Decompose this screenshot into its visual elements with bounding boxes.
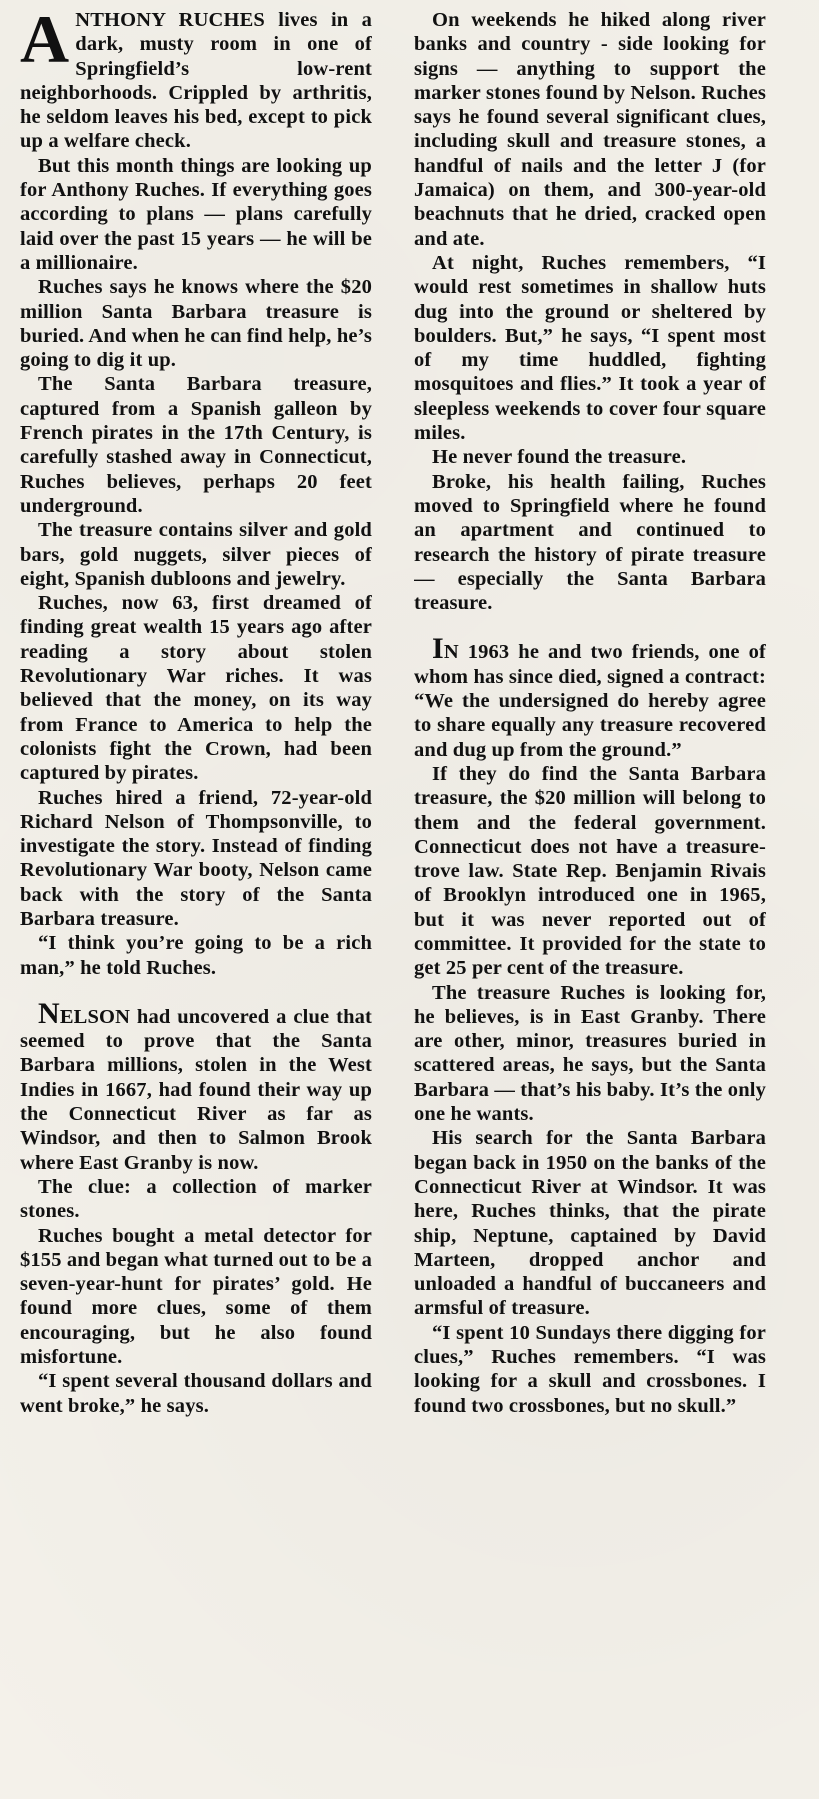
article-column-left — [20, 8, 372, 1799]
article-column-right — [414, 8, 766, 1799]
paragraph-text: had uncovered a clue that seemed to prove that the Santa Barbara millions, stolen in the West Indies in 1667, had found their way up the Connecticut River as far as Windsor, and then to Salmon Brook where East Granby is now. — [20, 1005, 372, 1174]
section-lead-in: N — [443, 641, 459, 664]
lead-in-name: NTHONY RUCHES — [75, 9, 265, 31]
article-paragraph: The clue: a collection of marker stones. — [20, 1175, 372, 1223]
article-paragraph: Broke, his health failing, Ruches moved to Springfield where he found an apartment and continued to research the history of pirate treasure — especially the Santa Barbara treasure. — [414, 470, 766, 615]
article-paragraph: On weekends he hiked along river banks and country - side looking for signs — anything to support the marker stones found by Nelson. Ruches says he found several significant clues, including skull and treasure stones, a handful of nails and the letter J (for Jamaica) on them, and 300-year-old beachnuts that he dried, cracked open and ate. — [414, 9, 766, 250]
article-paragraph: If they do find the Santa Barbara treasure, the $20 million will belong to them and the federal government. Connecticut does not have a treasure-trove law. State Rep. Benjamin Rivais of Brooklyn introduced one in 1965, but it was never reported out of committee. It provided for the state to get 25 per cent of the treasure. — [414, 762, 766, 980]
article-paragraph: Ruches hired a friend, 72-year-old Richard Nelson of Thompsonville, to investigate the story. Instead of finding Revolutionary War booty, Nelson came back with the story of the Santa Barbara treasure. — [20, 786, 372, 930]
article-paragraph: His search for the Santa Barbara began back in 1950 on the banks of the Connecticut River at Windsor. It was here, Ruches thinks, that the pirate ship, Neptune, captained by David Marteen, dropped anchor and unloaded a handful of buccaneers and armsful of treasure. — [414, 1127, 766, 1320]
article-paragraph: The treasure Ruches is looking for, he believes, is in East Granby. There are other, minor, treasures buried in scattered areas, he says, but the Santa Barbara — that’s his baby. It’s the only one he wants. — [414, 981, 766, 1126]
section-lead-in: ELSON — [59, 1005, 131, 1028]
article-paragraph-section-start — [414, 632, 766, 761]
section-initial: N — [38, 996, 60, 1030]
article-paragraph: “I think you’re going to be a rich man,” he told Ruches. — [20, 932, 372, 979]
article-paragraph: Ruches, now 63, first dreamed of finding great wealth 15 years ago after reading a story about stolen Revolutionary War riches. It was believed that the money, on its way from France to America to help the colonists fight the Crown, had been captured by pirates. — [20, 592, 372, 785]
article-paragraph: “I spent 10 Sundays there digging for clues,” Ruches remembers. “I was looking for a skull and crossbones. I found two crossbones, but no skull.” — [414, 1321, 766, 1417]
drop-cap: A — [20, 8, 70, 77]
section-initial: I — [432, 632, 444, 666]
article-paragraph: The treasure contains silver and gold bars, gold nuggets, silver pieces of eight, Spanish dubloons and jewelry. — [20, 519, 372, 590]
paragraph-text: 1963 he and two friends, one of whom has since died, signed a contract: “We the undersigned do hereby agree to share equally any treasure recovered and dug up from the ground.” — [414, 641, 766, 761]
article-paragraph-section-start — [20, 996, 372, 1175]
article-paragraph: “I spent several thousand dollars and went broke,” he says. — [20, 1370, 372, 1417]
article-paragraph: But this month things are looking up for Anthony Ruches. If everything goes according to plans — plans carefully laid over the past 15 years — he will be a millionaire. — [20, 154, 372, 274]
article-paragraph: Ruches says he knows where the $20 million Santa Barbara treasure is buried. And when he can find help, he’s going to dig it up. — [20, 276, 372, 372]
article-paragraph: The Santa Barbara treasure, captured from a Spanish galleon by French pirates in the 17th Century, is carefully stashed away in Connecticut, Ruches believes, perhaps 20 feet underground. — [20, 373, 372, 517]
article-paragraph: He never found the treasure. — [432, 446, 687, 469]
article-paragraph: At night, Ruches remembers, “I would rest sometimes in shallow huts dug into the ground or sheltered by boulders. But,” he says, “I spent most of my time huddled, fighting mosquitoes and flies.” It took a year of sleepless weekends to cover four square miles. — [414, 251, 766, 445]
article-paragraph — [20, 8, 372, 154]
article-paragraph: Ruches bought a metal detector for $155 and began what turned out to be a seven-year-hunt for pirates’ gold. He found more clues, some of them encouraging, but he also found misfortune. — [20, 1224, 372, 1369]
paragraph-text: lives in a dark, musty room in one of Springfield’s low-rent neighborhoods. Crippled by arthritis, he seldom leaves his bed, except to pick up a welfare check. — [20, 9, 372, 153]
